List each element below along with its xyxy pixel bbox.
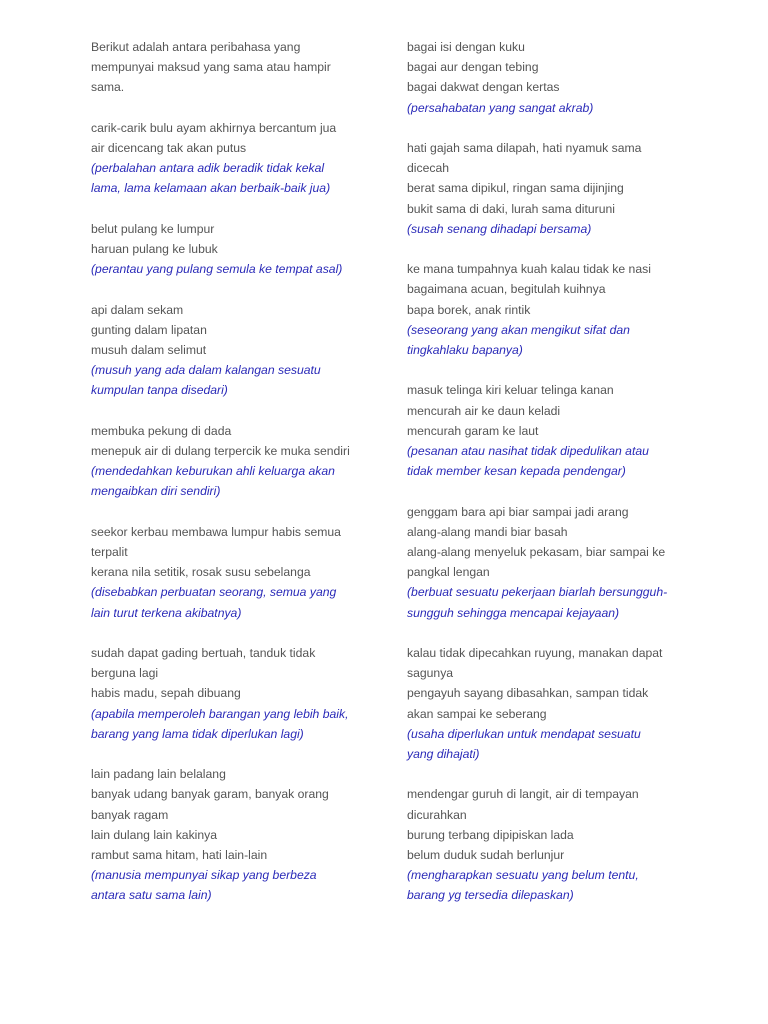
proverb-line: hati gajah sama dilapah, hati nyamuk sama	[407, 141, 642, 155]
proverb-line: dicecah	[407, 161, 450, 176]
proverb-line: ke mana tumpahnya kuah kalau tidak ke nasi	[407, 262, 651, 277]
proverb-line: alang-alang menyeluk pekasam, biar sampai ke	[407, 545, 666, 560]
proverb-line: mendengar guruh di langit, air di tempayan	[407, 787, 639, 802]
proverb-line: akan sampai ke seberang	[407, 706, 547, 721]
proverb-line: rambut sama hitam, hati lain-lain	[91, 848, 268, 863]
paragraph-gap	[91, 199, 381, 219]
proverb-meaning-line: (pesanan atau nasihat tidak dipedulikan atau	[407, 444, 649, 459]
proverb-line: bagai dakwat dengan kertas	[407, 80, 560, 95]
proverb-line: bagai isi dengan kuku	[407, 40, 525, 54]
proverb-line: seekor kerbau membawa lumpur habis semua	[91, 524, 341, 539]
proverb-line: bukit sama di daki, lurah sama dituruni	[407, 201, 615, 216]
paragraph-gap	[91, 502, 381, 522]
proverb-meaning-line: (berbuat sesuatu pekerjaan biarlah bersungguh-	[407, 585, 668, 600]
paragraph-gap	[407, 623, 697, 643]
proverb-line: musuh dalam selimut	[91, 343, 207, 357]
proverb-meaning-line: (perantau yang pulang semula ke tempat asal)	[91, 262, 343, 277]
paragraph-gap	[407, 239, 697, 259]
proverb-meaning-line: (apabila memperoleh barangan yang lebih baik,	[91, 706, 349, 721]
proverb-line: gunting dalam lipatan	[91, 322, 207, 337]
proverb-meaning-line: (disebabkan perbuatan seorang, semua yang	[91, 585, 337, 600]
proverb-line: belum duduk sudah berlunjur	[407, 848, 565, 863]
paragraph-gap	[91, 98, 381, 118]
proverb-line: mencurah garam ke laut	[407, 423, 539, 438]
proverb-line: carik-carik bulu ayam akhirnya bercantum jua	[91, 120, 337, 135]
proverb-line: burung terbang dipipiskan lada	[407, 827, 574, 842]
proverb-line: mempunyai maksud yang sama atau hampir	[91, 60, 331, 75]
proverb-line: genggam bara api biar sampai jadi arang	[407, 504, 629, 519]
paragraph-gap	[407, 118, 697, 138]
proverb-line: berat sama dipikul, ringan sama dijinjing	[407, 181, 624, 196]
proverb-meaning-line: tidak member kesan kepada pendengar)	[407, 464, 626, 479]
proverb-line: pangkal lengan	[407, 565, 490, 580]
paragraph-gap	[407, 360, 697, 380]
proverb-meaning-line: barang yg tersedia dilepaskan)	[407, 888, 574, 903]
paragraph-gap	[91, 401, 381, 421]
proverb-meaning-line: mengaibkan diri sendiri)	[91, 484, 221, 499]
proverb-line: Berikut adalah antara peribahasa yang	[91, 40, 301, 54]
proverb-line: air dicencang tak akan putus	[91, 141, 247, 155]
proverb-line: berguna lagi	[91, 666, 159, 681]
proverb-line: banyak ragam	[91, 807, 169, 822]
proverb-line: sama.	[91, 80, 125, 95]
proverb-meaning-line: antara satu sama lain)	[91, 888, 212, 903]
proverb-meaning-line: sungguh sehingga mencapai kejayaan)	[407, 605, 620, 620]
proverb-line: kerana nila setitik, rosak susu sebelanga	[91, 565, 311, 580]
left-column	[91, 37, 381, 906]
paragraph-gap	[91, 279, 381, 299]
proverb-meaning-line: (persahabatan yang sangat akrab)	[407, 100, 594, 115]
proverb-line: terpalit	[91, 545, 128, 559]
proverb-meaning-line: (perbalahan antara adik beradik tidak kekal	[91, 161, 325, 176]
proverb-line: bapa borek, anak rintik	[407, 302, 531, 317]
proverb-meaning-line: lain turut terkena akibatnya)	[91, 605, 242, 620]
proverb-line: haruan pulang ke lubuk	[91, 242, 218, 256]
proverb-line: habis madu, sepah dibuang	[91, 686, 241, 701]
proverb-line: sudah dapat gading bertuah, tanduk tidak	[91, 646, 316, 660]
paragraph-gap	[91, 744, 381, 764]
proverb-line: sagunya	[407, 666, 454, 681]
proverb-line: masuk telinga kiri keluar telinga kanan	[407, 383, 614, 398]
proverb-meaning-line: yang dihajati)	[407, 747, 480, 762]
proverb-line: dicurahkan	[407, 807, 467, 822]
proverb-line: api dalam sekam	[91, 302, 184, 317]
proverb-meaning-line: lama, lama kelamaan akan berbaik-baik jua)	[91, 181, 331, 196]
paragraph-gap	[407, 481, 697, 501]
proverb-line: lain dulang lain kakinya	[91, 827, 218, 842]
proverb-meaning-line: (mengharapkan sesuatu yang belum tentu,	[407, 868, 639, 883]
proverb-meaning-line: (manusia mempunyai sikap yang berbeza	[91, 868, 317, 883]
right-column	[407, 37, 697, 906]
proverb-meaning-line: (mendedahkan keburukan ahli keluarga akan	[91, 464, 335, 479]
proverb-line: menepuk air di dulang terpercik ke muka sendiri	[91, 444, 350, 458]
proverb-line: kalau tidak dipecahkan ruyung, manakan dapat	[407, 646, 663, 661]
proverb-line: membuka pekung di dada	[91, 423, 232, 438]
proverb-meaning-line: barang yang lama tidak diperlukan lagi)	[91, 726, 304, 741]
proverb-line: alang-alang mandi biar basah	[407, 524, 568, 539]
proverb-meaning-line: (susah senang dihadapi bersama)	[407, 221, 592, 236]
paragraph-gap	[91, 623, 381, 643]
proverb-line: pengayuh sayang dibasahkan, sampan tidak	[407, 686, 649, 701]
proverb-meaning-line: kumpulan tanpa disedari)	[91, 383, 228, 398]
proverb-meaning-line: (seseorang yang akan mengikut sifat dan	[407, 322, 630, 337]
proverb-meaning-line: (usaha diperlukan untuk mendapat sesuatu	[407, 726, 641, 741]
proverb-meaning-line: tingkahlaku bapanya)	[407, 343, 523, 358]
proverb-line: bagai aur dengan tebing	[407, 60, 539, 75]
paragraph-gap	[407, 764, 697, 784]
proverb-line: banyak udang banyak garam, banyak orang	[91, 787, 329, 802]
proverb-line: bagaimana acuan, begitulah kuihnya	[407, 282, 606, 297]
proverb-line: lain padang lain belalang	[91, 767, 226, 782]
proverb-line: belut pulang ke lumpur	[91, 221, 215, 236]
proverb-meaning-line: (musuh yang ada dalam kalangan sesuatu	[91, 363, 321, 378]
proverb-line: mencurah air ke daun keladi	[407, 403, 561, 418]
